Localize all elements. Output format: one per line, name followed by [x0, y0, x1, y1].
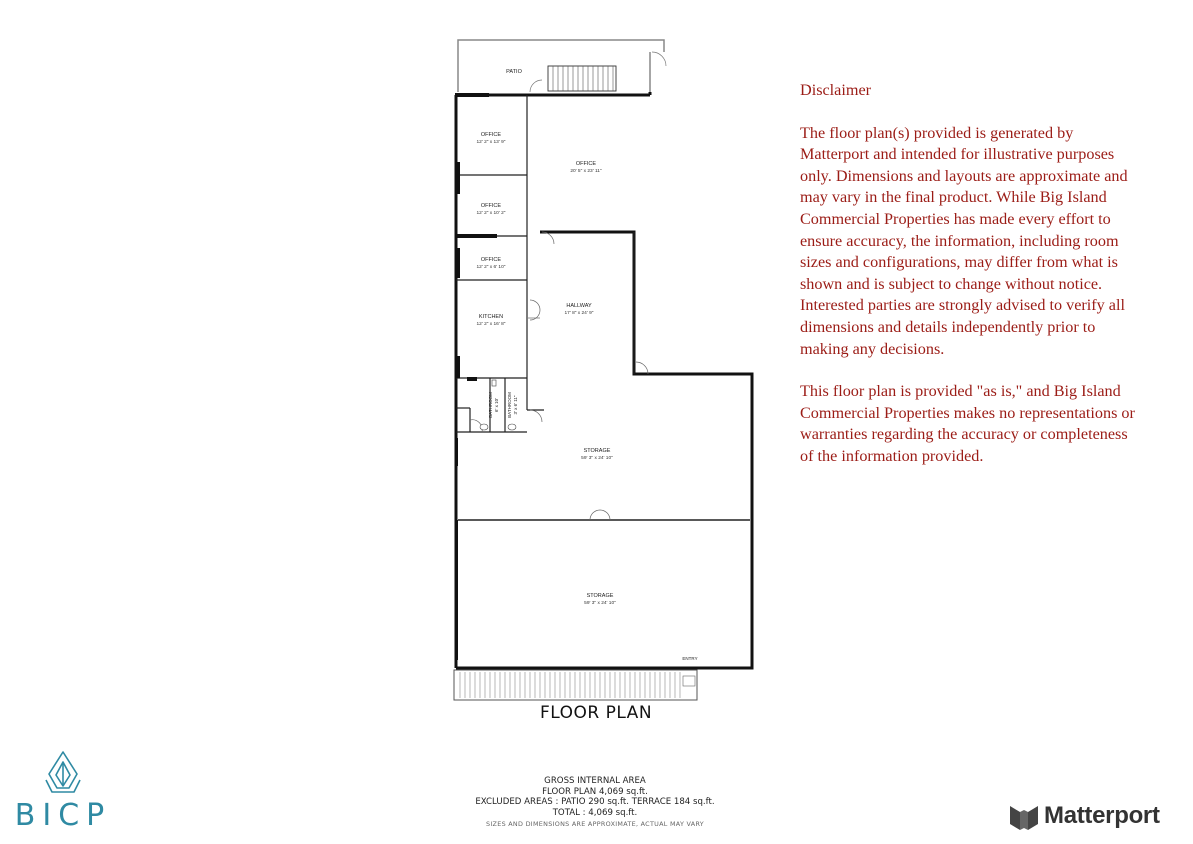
floor-plan-title: FLOOR PLAN	[539, 703, 653, 723]
room-label-bathroom-2: BATHROOM	[507, 392, 512, 418]
room-label-bathroom-1: BATHROOM	[488, 392, 493, 418]
room-dims-storage-2: 59' 3" x 24' 10"	[584, 601, 616, 606]
room-dims-bathroom-2: 3' x 6' 11"	[513, 395, 518, 415]
room-label-patio: PATIO	[506, 69, 522, 75]
room-label-kitchen: KITCHEN	[478, 314, 504, 320]
patio-stairs	[548, 66, 616, 91]
terrace	[454, 670, 697, 700]
room-label-office-4: OFFICE	[480, 257, 502, 263]
room-label-hallway: HALLWAY	[566, 303, 592, 309]
matterport-mark-icon	[1008, 802, 1040, 834]
disclaimer-paragraph-1: The floor plan(s) provided is generated by Matterport and intended for illustrative purposes only. Dimensions and layouts are approximate and may vary in the final product. While Big Island Commercial Properties has made every effort to ensure accuracy, the information, including room sizes and configurations, may differ from what is shown and is subject to change without notice. Interested parties are strongly advised to verify all dimensions and details independently prior to making any decisions.	[800, 123, 1128, 358]
plan-doors	[470, 232, 648, 520]
disclaimer-paragraph-2: This floor plan is provided "as is," and Big Island Commercial Properties makes no representations or warranties regarding the accuracy or completeness of the information provided.	[800, 382, 1135, 465]
room-dims-office-4: 12' 2" x 6' 10"	[476, 265, 506, 270]
area-excluded: EXCLUDED AREAS : PATIO 290 sq.ft. TERRACE 184 sq.ft.	[475, 797, 715, 807]
disclaimer-block	[800, 80, 1145, 489]
area-floor-plan: FLOOR PLAN 4,069 sq.ft.	[542, 786, 648, 797]
matterport-logo	[1008, 800, 1188, 834]
bicp-logo	[8, 748, 118, 838]
room-dims-hallway: 17' 8" x 24' 9"	[564, 311, 594, 316]
bicp-logo-text: BICP	[14, 798, 112, 833]
room-label-entry: ENTRY	[682, 656, 698, 661]
matterport-logo-text: Matterport	[1044, 802, 1160, 829]
disclaimer-heading: Disclaimer	[800, 81, 872, 99]
area-note: SIZES AND DIMENSIONS ARE APPROXIMATE, ACTUAL MAY VARY	[486, 820, 704, 828]
area-summary	[440, 776, 750, 830]
plan-outer-walls	[456, 92, 752, 668]
room-dims-office-1: 12' 2" x 13' 9"	[476, 140, 506, 145]
room-dims-bathroom-1: 6' x 10'	[494, 398, 499, 412]
room-dims-kitchen: 12' 2" x 16' 8"	[476, 322, 506, 327]
plan-wall-blocks	[455, 93, 497, 660]
room-dims-office-2: 20' 5" x 23' 11"	[570, 169, 602, 174]
room-label-storage-2: STORAGE	[586, 593, 614, 599]
area-heading: GROSS INTERNAL AREA	[544, 776, 646, 786]
room-dims-storage-1: 59' 3" x 24' 10"	[581, 456, 613, 461]
room-label-office-2: OFFICE	[575, 161, 597, 167]
room-label-storage-1: STORAGE	[583, 448, 611, 454]
room-label-office-1: OFFICE	[480, 132, 502, 138]
room-dims-office-3: 12' 2" x 10' 2"	[476, 211, 506, 216]
room-label-office-3: OFFICE	[480, 203, 502, 209]
area-total: TOTAL : 4,069 sq.ft.	[552, 807, 638, 818]
bicp-mark-icon	[8, 748, 118, 798]
